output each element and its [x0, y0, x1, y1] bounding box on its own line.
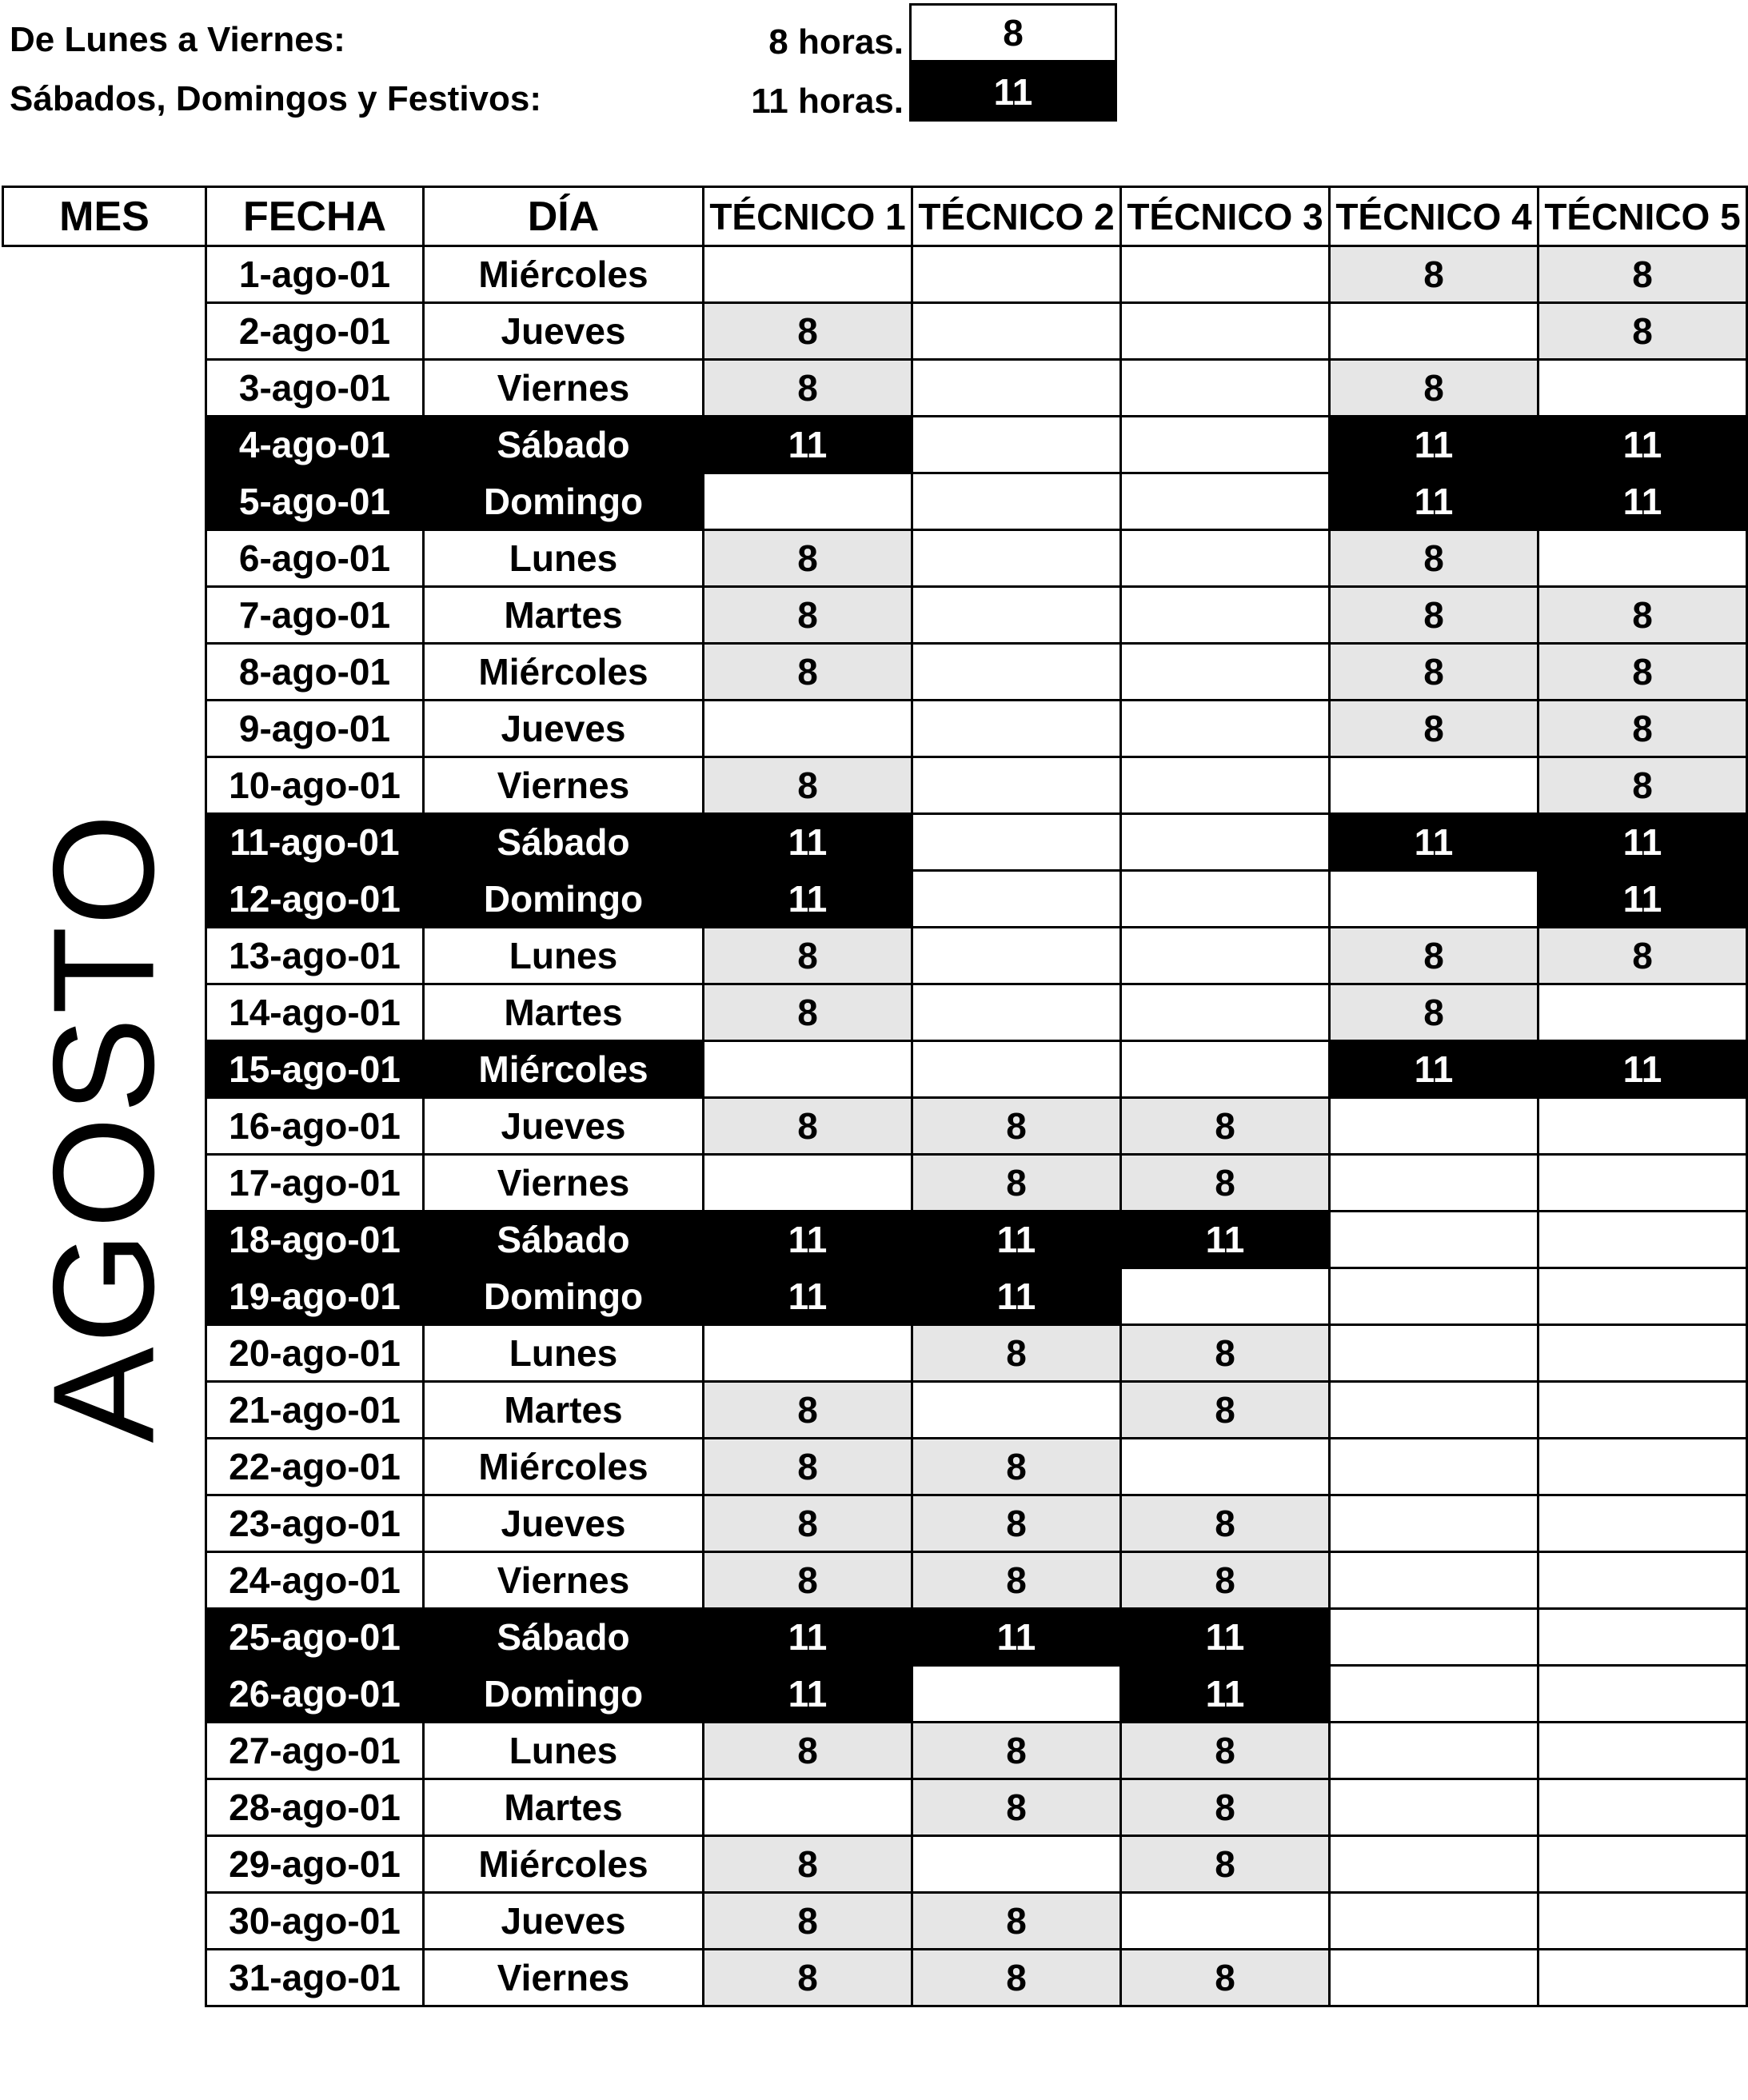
tecnico-2-hours-cell: [912, 303, 1121, 360]
tecnico-5-hours-cell: [1538, 984, 1747, 1041]
table-row: [3, 1495, 1747, 1552]
table-row: [3, 1439, 1747, 1495]
fecha-cell: 29-ago-01: [206, 1836, 424, 1893]
tecnico-2-hours-cell: [912, 530, 1121, 587]
fecha-cell: 11-ago-01: [206, 814, 424, 871]
tecnico-2-hours-cell: [912, 644, 1121, 701]
tecnico-4-hours-cell: [1330, 1552, 1538, 1609]
dia-cell: Martes: [424, 984, 704, 1041]
tecnico-3-hours-cell: [1121, 757, 1330, 814]
header-tecnico-2: TÉCNICO 2: [912, 187, 1121, 246]
tecnico-3-hours-cell: 8: [1121, 1382, 1330, 1439]
tecnico-2-hours-cell: [912, 1666, 1121, 1723]
tecnico-2-hours-cell: [912, 417, 1121, 473]
tecnico-1-hours-cell: [704, 1325, 912, 1382]
fecha-cell: 8-ago-01: [206, 644, 424, 701]
tecnico-5-hours-cell: 11: [1538, 814, 1747, 871]
tecnico-1-hours-cell: 8: [704, 303, 912, 360]
table-row: [3, 701, 1747, 757]
table-row: [3, 1950, 1747, 2006]
tecnico-1-hours-cell: 11: [704, 814, 912, 871]
dia-cell: Martes: [424, 587, 704, 644]
fecha-cell: 1-ago-01: [206, 246, 424, 303]
tecnico-4-hours-cell: [1330, 1836, 1538, 1893]
dia-cell: Domingo: [424, 871, 704, 928]
dia-cell: Lunes: [424, 928, 704, 984]
dia-cell: Lunes: [424, 1325, 704, 1382]
tecnico-2-hours-cell: [912, 701, 1121, 757]
tecnico-5-hours-cell: [1538, 1836, 1747, 1893]
tecnico-3-hours-cell: 11: [1121, 1212, 1330, 1268]
table-row: [3, 530, 1747, 587]
table-row: [3, 473, 1747, 530]
legend-weekday-hours: 8 horas.: [768, 22, 904, 62]
table-row: [3, 1779, 1747, 1836]
tecnico-3-hours-cell: [1121, 814, 1330, 871]
header-mes: MES: [3, 187, 206, 246]
table-row: [3, 1382, 1747, 1439]
table-row: [3, 1098, 1747, 1155]
tecnico-4-hours-cell: [1330, 1950, 1538, 2006]
tecnico-2-hours-cell: [912, 871, 1121, 928]
tecnico-4-hours-cell: [1330, 1268, 1538, 1325]
tecnico-4-hours-cell: 8: [1330, 246, 1538, 303]
table-row: [3, 417, 1747, 473]
dia-cell: Jueves: [424, 701, 704, 757]
table-row: [3, 1041, 1747, 1098]
fecha-cell: 28-ago-01: [206, 1779, 424, 1836]
tecnico-1-hours-cell: [704, 473, 912, 530]
tecnico-4-hours-cell: 8: [1330, 701, 1538, 757]
tecnico-3-hours-cell: 8: [1121, 1155, 1330, 1212]
tecnico-1-hours-cell: 8: [704, 1893, 912, 1950]
tecnico-1-hours-cell: 8: [704, 757, 912, 814]
table-row: [3, 246, 1747, 303]
tecnico-4-hours-cell: [1330, 1155, 1538, 1212]
tecnico-3-hours-cell: [1121, 871, 1330, 928]
tecnico-5-hours-cell: [1538, 1950, 1747, 2006]
tecnico-2-hours-cell: 8: [912, 1950, 1121, 2006]
tecnico-1-hours-cell: 8: [704, 1723, 912, 1779]
fecha-cell: 22-ago-01: [206, 1439, 424, 1495]
tecnico-2-hours-cell: 11: [912, 1268, 1121, 1325]
tecnico-3-hours-cell: 8: [1121, 1495, 1330, 1552]
tecnico-3-hours-cell: [1121, 1893, 1330, 1950]
dia-cell: Viernes: [424, 360, 704, 417]
tecnico-5-hours-cell: 8: [1538, 303, 1747, 360]
tecnico-2-hours-cell: [912, 1836, 1121, 1893]
tecnico-5-hours-cell: [1538, 1212, 1747, 1268]
dia-cell: Martes: [424, 1382, 704, 1439]
tecnico-4-hours-cell: [1330, 1609, 1538, 1666]
dia-cell: Jueves: [424, 1495, 704, 1552]
dia-cell: Miércoles: [424, 644, 704, 701]
fecha-cell: 10-ago-01: [206, 757, 424, 814]
tecnico-3-hours-cell: 8: [1121, 1325, 1330, 1382]
tecnico-2-hours-cell: 11: [912, 1609, 1121, 1666]
tecnico-5-hours-cell: [1538, 1439, 1747, 1495]
fecha-cell: 16-ago-01: [206, 1098, 424, 1155]
tecnico-4-hours-cell: [1330, 1495, 1538, 1552]
tecnico-3-hours-cell: [1121, 644, 1330, 701]
tecnico-1-hours-cell: 8: [704, 1495, 912, 1552]
tecnico-5-hours-cell: [1538, 1723, 1747, 1779]
fecha-cell: 15-ago-01: [206, 1041, 424, 1098]
fecha-cell: 3-ago-01: [206, 360, 424, 417]
tecnico-4-hours-cell: 11: [1330, 473, 1538, 530]
fecha-cell: 31-ago-01: [206, 1950, 424, 2006]
tecnico-1-hours-cell: 11: [704, 1666, 912, 1723]
legend-weekend-swatch: 11: [909, 62, 1117, 122]
tecnico-2-hours-cell: 8: [912, 1325, 1121, 1382]
header-tecnico-5: TÉCNICO 5: [1538, 187, 1747, 246]
legend-weekday-label: De Lunes a Viernes:: [10, 20, 345, 59]
tecnico-5-hours-cell: [1538, 1325, 1747, 1382]
dia-cell: Lunes: [424, 530, 704, 587]
tecnico-1-hours-cell: 11: [704, 1212, 912, 1268]
fecha-cell: 23-ago-01: [206, 1495, 424, 1552]
legend-weekend-hours: 11 horas.: [751, 82, 904, 121]
fecha-cell: 27-ago-01: [206, 1723, 424, 1779]
dia-cell: Miércoles: [424, 1439, 704, 1495]
tecnico-2-hours-cell: [912, 757, 1121, 814]
tecnico-2-hours-cell: [912, 1041, 1121, 1098]
tecnico-1-hours-cell: 8: [704, 1439, 912, 1495]
tecnico-3-hours-cell: 8: [1121, 1552, 1330, 1609]
tecnico-1-hours-cell: 11: [704, 417, 912, 473]
tecnico-4-hours-cell: 8: [1330, 587, 1538, 644]
fecha-cell: 21-ago-01: [206, 1382, 424, 1439]
tecnico-1-hours-cell: [704, 1779, 912, 1836]
fecha-cell: 14-ago-01: [206, 984, 424, 1041]
tecnico-4-hours-cell: 11: [1330, 1041, 1538, 1098]
dia-cell: Viernes: [424, 1552, 704, 1609]
schedule-table: [2, 186, 1748, 2007]
tecnico-5-hours-cell: 11: [1538, 417, 1747, 473]
table-row: [3, 1212, 1747, 1268]
tecnico-5-hours-cell: [1538, 1779, 1747, 1836]
dia-cell: Lunes: [424, 1723, 704, 1779]
month-label: AGOSTO: [23, 810, 185, 1443]
legend-weekend-label: Sábados, Domingos y Festivos:: [10, 79, 542, 118]
dia-cell: Martes: [424, 1779, 704, 1836]
table-row: [3, 644, 1747, 701]
fecha-cell: 18-ago-01: [206, 1212, 424, 1268]
dia-cell: Miércoles: [424, 1041, 704, 1098]
tecnico-5-hours-cell: [1538, 1893, 1747, 1950]
fecha-cell: 7-ago-01: [206, 587, 424, 644]
tecnico-1-hours-cell: 8: [704, 928, 912, 984]
tecnico-3-hours-cell: 8: [1121, 1098, 1330, 1155]
tecnico-4-hours-cell: [1330, 1779, 1538, 1836]
tecnico-3-hours-cell: [1121, 1439, 1330, 1495]
table-row: [3, 1836, 1747, 1893]
fecha-cell: 12-ago-01: [206, 871, 424, 928]
tecnico-4-hours-cell: 11: [1330, 417, 1538, 473]
tecnico-1-hours-cell: 11: [704, 1268, 912, 1325]
tecnico-4-hours-cell: [1330, 1212, 1538, 1268]
tecnico-5-hours-cell: [1538, 1098, 1747, 1155]
legend-weekday-swatch: 8: [909, 3, 1117, 62]
tecnico-4-hours-cell: 8: [1330, 644, 1538, 701]
tecnico-4-hours-cell: [1330, 871, 1538, 928]
table-row: [3, 928, 1747, 984]
dia-cell: Sábado: [424, 417, 704, 473]
tecnico-3-hours-cell: [1121, 360, 1330, 417]
tecnico-1-hours-cell: [704, 701, 912, 757]
dia-cell: Jueves: [424, 303, 704, 360]
tecnico-5-hours-cell: 8: [1538, 701, 1747, 757]
dia-cell: Miércoles: [424, 246, 704, 303]
table-row: [3, 1325, 1747, 1382]
tecnico-3-hours-cell: 11: [1121, 1609, 1330, 1666]
tecnico-4-hours-cell: 8: [1330, 530, 1538, 587]
tecnico-2-hours-cell: 8: [912, 1779, 1121, 1836]
tecnico-4-hours-cell: [1330, 1325, 1538, 1382]
fecha-cell: 19-ago-01: [206, 1268, 424, 1325]
tecnico-1-hours-cell: [704, 1041, 912, 1098]
tecnico-5-hours-cell: 11: [1538, 473, 1747, 530]
tecnico-1-hours-cell: 8: [704, 587, 912, 644]
fecha-cell: 9-ago-01: [206, 701, 424, 757]
tecnico-1-hours-cell: 11: [704, 1609, 912, 1666]
tecnico-1-hours-cell: [704, 1155, 912, 1212]
fecha-cell: 30-ago-01: [206, 1893, 424, 1950]
tecnico-3-hours-cell: 11: [1121, 1666, 1330, 1723]
tecnico-1-hours-cell: 8: [704, 984, 912, 1041]
tecnico-2-hours-cell: 8: [912, 1495, 1121, 1552]
table-row: [3, 587, 1747, 644]
tecnico-4-hours-cell: [1330, 1382, 1538, 1439]
tecnico-2-hours-cell: 8: [912, 1155, 1121, 1212]
tecnico-1-hours-cell: 8: [704, 530, 912, 587]
fecha-cell: 5-ago-01: [206, 473, 424, 530]
tecnico-4-hours-cell: 8: [1330, 928, 1538, 984]
tecnico-4-hours-cell: [1330, 1893, 1538, 1950]
tecnico-1-hours-cell: 8: [704, 1382, 912, 1439]
tecnico-3-hours-cell: [1121, 473, 1330, 530]
tecnico-2-hours-cell: [912, 814, 1121, 871]
tecnico-5-hours-cell: 8: [1538, 757, 1747, 814]
table-row: [3, 1552, 1747, 1609]
tecnico-5-hours-cell: 11: [1538, 1041, 1747, 1098]
dia-cell: Sábado: [424, 814, 704, 871]
dia-cell: Jueves: [424, 1893, 704, 1950]
tecnico-2-hours-cell: [912, 984, 1121, 1041]
table-row: [3, 1268, 1747, 1325]
dia-cell: Domingo: [424, 473, 704, 530]
fecha-cell: 26-ago-01: [206, 1666, 424, 1723]
table-row: [3, 1609, 1747, 1666]
fecha-cell: 13-ago-01: [206, 928, 424, 984]
tecnico-5-hours-cell: [1538, 1495, 1747, 1552]
tecnico-3-hours-cell: 8: [1121, 1779, 1330, 1836]
tecnico-5-hours-cell: [1538, 1552, 1747, 1609]
header-fecha: FECHA: [206, 187, 424, 246]
table-row: [3, 1666, 1747, 1723]
tecnico-3-hours-cell: [1121, 701, 1330, 757]
fecha-cell: 24-ago-01: [206, 1552, 424, 1609]
table-row: [3, 303, 1747, 360]
tecnico-2-hours-cell: 8: [912, 1552, 1121, 1609]
tecnico-1-hours-cell: 8: [704, 1836, 912, 1893]
tecnico-5-hours-cell: 8: [1538, 246, 1747, 303]
tecnico-2-hours-cell: 11: [912, 1212, 1121, 1268]
tecnico-3-hours-cell: [1121, 928, 1330, 984]
tecnico-2-hours-cell: 8: [912, 1098, 1121, 1155]
header-row: [3, 187, 1747, 246]
tecnico-1-hours-cell: 8: [704, 360, 912, 417]
tecnico-2-hours-cell: [912, 928, 1121, 984]
fecha-cell: 25-ago-01: [206, 1609, 424, 1666]
tecnico-3-hours-cell: [1121, 1268, 1330, 1325]
tecnico-3-hours-cell: [1121, 417, 1330, 473]
fecha-cell: 20-ago-01: [206, 1325, 424, 1382]
tecnico-5-hours-cell: [1538, 1155, 1747, 1212]
table-row: [3, 757, 1747, 814]
tecnico-4-hours-cell: 8: [1330, 984, 1538, 1041]
fecha-cell: 6-ago-01: [206, 530, 424, 587]
fecha-cell: 4-ago-01: [206, 417, 424, 473]
tecnico-3-hours-cell: [1121, 1041, 1330, 1098]
tecnico-5-hours-cell: 8: [1538, 928, 1747, 984]
tecnico-5-hours-cell: [1538, 1268, 1747, 1325]
tecnico-3-hours-cell: [1121, 303, 1330, 360]
tecnico-5-hours-cell: 8: [1538, 644, 1747, 701]
dia-cell: Domingo: [424, 1268, 704, 1325]
tecnico-5-hours-cell: [1538, 1666, 1747, 1723]
tecnico-4-hours-cell: 11: [1330, 814, 1538, 871]
table-row: [3, 1155, 1747, 1212]
table-row: [3, 360, 1747, 417]
tecnico-3-hours-cell: [1121, 984, 1330, 1041]
tecnico-2-hours-cell: 8: [912, 1723, 1121, 1779]
tecnico-2-hours-cell: 8: [912, 1439, 1121, 1495]
header-dia: DÍA: [424, 187, 704, 246]
table-row: [3, 1893, 1747, 1950]
tecnico-5-hours-cell: [1538, 1609, 1747, 1666]
tecnico-3-hours-cell: 8: [1121, 1723, 1330, 1779]
tecnico-1-hours-cell: [704, 246, 912, 303]
tecnico-4-hours-cell: [1330, 1666, 1538, 1723]
table-row: [3, 984, 1747, 1041]
tecnico-2-hours-cell: [912, 1382, 1121, 1439]
dia-cell: Viernes: [424, 757, 704, 814]
month-cell: [3, 246, 206, 2006]
tecnico-3-hours-cell: [1121, 246, 1330, 303]
fecha-cell: 2-ago-01: [206, 303, 424, 360]
tecnico-5-hours-cell: [1538, 1382, 1747, 1439]
tecnico-4-hours-cell: [1330, 1723, 1538, 1779]
header-tecnico-3: TÉCNICO 3: [1121, 187, 1330, 246]
tecnico-1-hours-cell: 8: [704, 1552, 912, 1609]
header-tecnico-4: TÉCNICO 4: [1330, 187, 1538, 246]
tecnico-1-hours-cell: 8: [704, 1098, 912, 1155]
tecnico-2-hours-cell: [912, 587, 1121, 644]
dia-cell: Sábado: [424, 1212, 704, 1268]
table-row: [3, 1723, 1747, 1779]
dia-cell: Domingo: [424, 1666, 704, 1723]
dia-cell: Jueves: [424, 1098, 704, 1155]
tecnico-1-hours-cell: 11: [704, 871, 912, 928]
tecnico-4-hours-cell: 8: [1330, 360, 1538, 417]
tecnico-5-hours-cell: 11: [1538, 871, 1747, 928]
table-row: [3, 814, 1747, 871]
tecnico-4-hours-cell: [1330, 1098, 1538, 1155]
tecnico-2-hours-cell: 8: [912, 1893, 1121, 1950]
tecnico-5-hours-cell: [1538, 360, 1747, 417]
tecnico-3-hours-cell: 8: [1121, 1950, 1330, 2006]
tecnico-5-hours-cell: 8: [1538, 587, 1747, 644]
tecnico-2-hours-cell: [912, 360, 1121, 417]
table-row: [3, 871, 1747, 928]
tecnico-4-hours-cell: [1330, 1439, 1538, 1495]
dia-cell: Viernes: [424, 1950, 704, 2006]
dia-cell: Miércoles: [424, 1836, 704, 1893]
dia-cell: Viernes: [424, 1155, 704, 1212]
tecnico-4-hours-cell: [1330, 303, 1538, 360]
tecnico-1-hours-cell: 8: [704, 644, 912, 701]
tecnico-3-hours-cell: 8: [1121, 1836, 1330, 1893]
tecnico-2-hours-cell: [912, 246, 1121, 303]
tecnico-5-hours-cell: [1538, 530, 1747, 587]
dia-cell: Sábado: [424, 1609, 704, 1666]
tecnico-3-hours-cell: [1121, 587, 1330, 644]
header-tecnico-1: TÉCNICO 1: [704, 187, 912, 246]
tecnico-3-hours-cell: [1121, 530, 1330, 587]
fecha-cell: 17-ago-01: [206, 1155, 424, 1212]
tecnico-1-hours-cell: 8: [704, 1950, 912, 2006]
tecnico-4-hours-cell: [1330, 757, 1538, 814]
tecnico-2-hours-cell: [912, 473, 1121, 530]
